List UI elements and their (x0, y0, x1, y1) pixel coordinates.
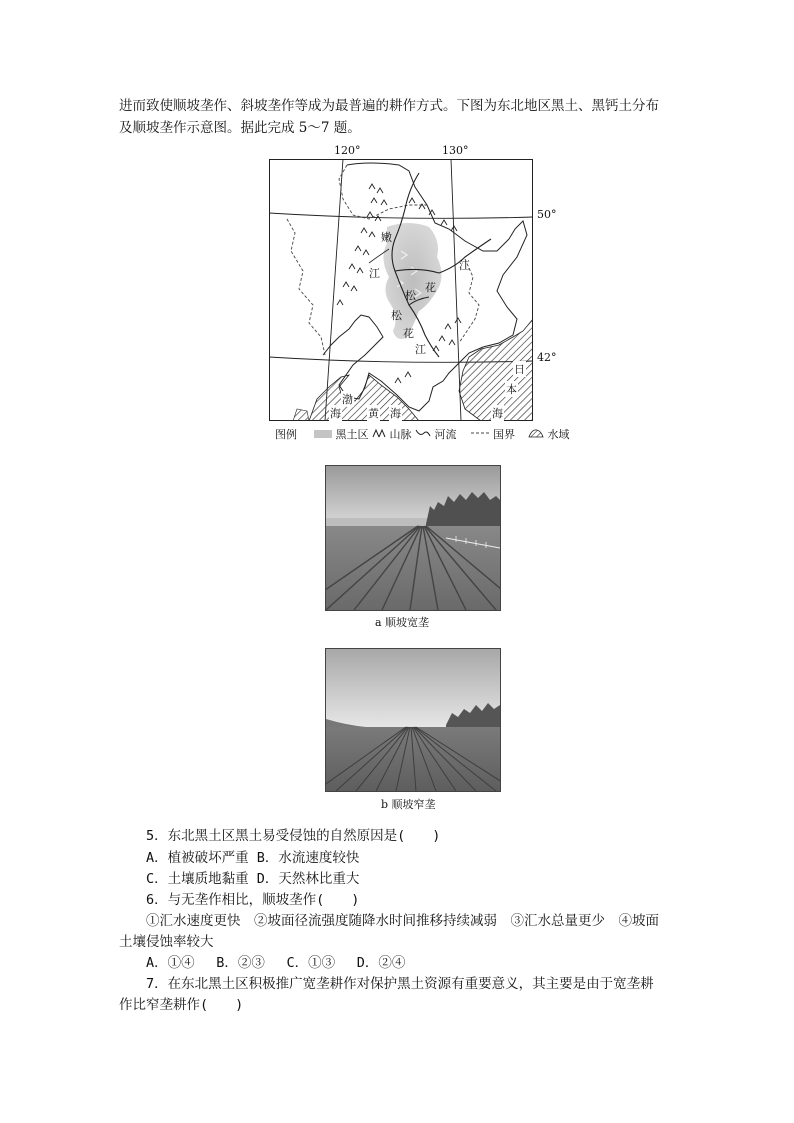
map-label-hai-2: 海 (390, 407, 401, 420)
map-label-ben: 本 (506, 383, 517, 396)
question-7-line-1: 7．在东北黑土区积极推广宽垄耕作对保护黑土资源有重要意义，其主要是由于宽垄耕 (146, 976, 654, 992)
border-icon (470, 428, 490, 441)
legend-mountain-label: 山脉 (389, 428, 412, 441)
question-6-options: A．①④ B．②③ C．①③ D．②④ (146, 955, 406, 971)
question-6: 6．与无垄作相比，顺坡垄作( ) (146, 892, 360, 908)
lon-120-label: 120° (334, 144, 361, 157)
river-icon (415, 428, 431, 441)
map-label-hua-2: 花 (403, 327, 414, 340)
question-5-options-ab: A．植被破坏严重 B．水流速度较快 (146, 850, 360, 866)
intro-line-1: 进而致使顺坡垄作、斜坡垄作等成为最普遍的耕作方式。下图为东北地区黑土、黑钙土分布 (119, 98, 659, 114)
northeast-map (269, 159, 533, 421)
legend-border-label: 国界 (493, 428, 515, 441)
map-legend (275, 426, 570, 442)
map-label-jiang-1: 江 (369, 267, 380, 280)
question-6-items-line-1: ①汇水速度更快 ②坡面径流强度随降水时间推移持续减弱 ③汇水总量更少 ④坡面 (146, 913, 659, 929)
lat-50-label: 50° (537, 208, 557, 221)
question-7-line-2: 作比窄垄耕作( ) (119, 997, 244, 1013)
legend-water-label: 水域 (547, 428, 570, 441)
map-label-jiang-3: 江 (415, 343, 426, 356)
lat-42-label: 42° (537, 351, 557, 364)
photo-narrow-ridge (325, 648, 501, 792)
map-svg (269, 159, 533, 421)
map-label-hua-1: 花 (425, 281, 436, 294)
photo-wide-ridge (325, 465, 501, 611)
photo-a-caption: a 顺坡宽垄 (375, 616, 430, 629)
legend-black-soil-swatch (314, 430, 332, 438)
question-5-options-cd: C．土壤质地黏重 D．天然林比重大 (146, 871, 360, 887)
mountain-icon (372, 428, 386, 441)
map-label-jiang-2: 江 (459, 259, 470, 272)
map-label-hai-3: 海 (492, 407, 503, 420)
question-5: 5．东北黑土区黑土易受侵蚀的自然原因是( ) (146, 828, 441, 844)
intro-line-2: 及顺坡垄作示意图。据此完成 5～7 题。 (119, 120, 361, 136)
map-label-ri: 日 (514, 363, 525, 376)
water-icon (528, 428, 544, 441)
map-label-song-2: 松 (391, 309, 402, 322)
map-label-hai-1: 海 (330, 407, 341, 420)
map-label-bo: 渤 (342, 393, 353, 406)
photo-b-caption: b 顺坡窄垄 (381, 798, 436, 811)
map-label-song-1: 松 (405, 289, 416, 302)
legend-river-label: 河流 (434, 428, 457, 441)
map-label-nen: 嫩 (381, 231, 392, 244)
lon-130-label: 130° (442, 144, 469, 157)
map-label-huang: 黄 (368, 407, 379, 420)
legend-title: 图例 (275, 428, 297, 441)
question-6-items-line-2: 土壤侵蚀率较大 (119, 934, 214, 950)
legend-black-soil-label: 黑土区 (335, 428, 369, 441)
